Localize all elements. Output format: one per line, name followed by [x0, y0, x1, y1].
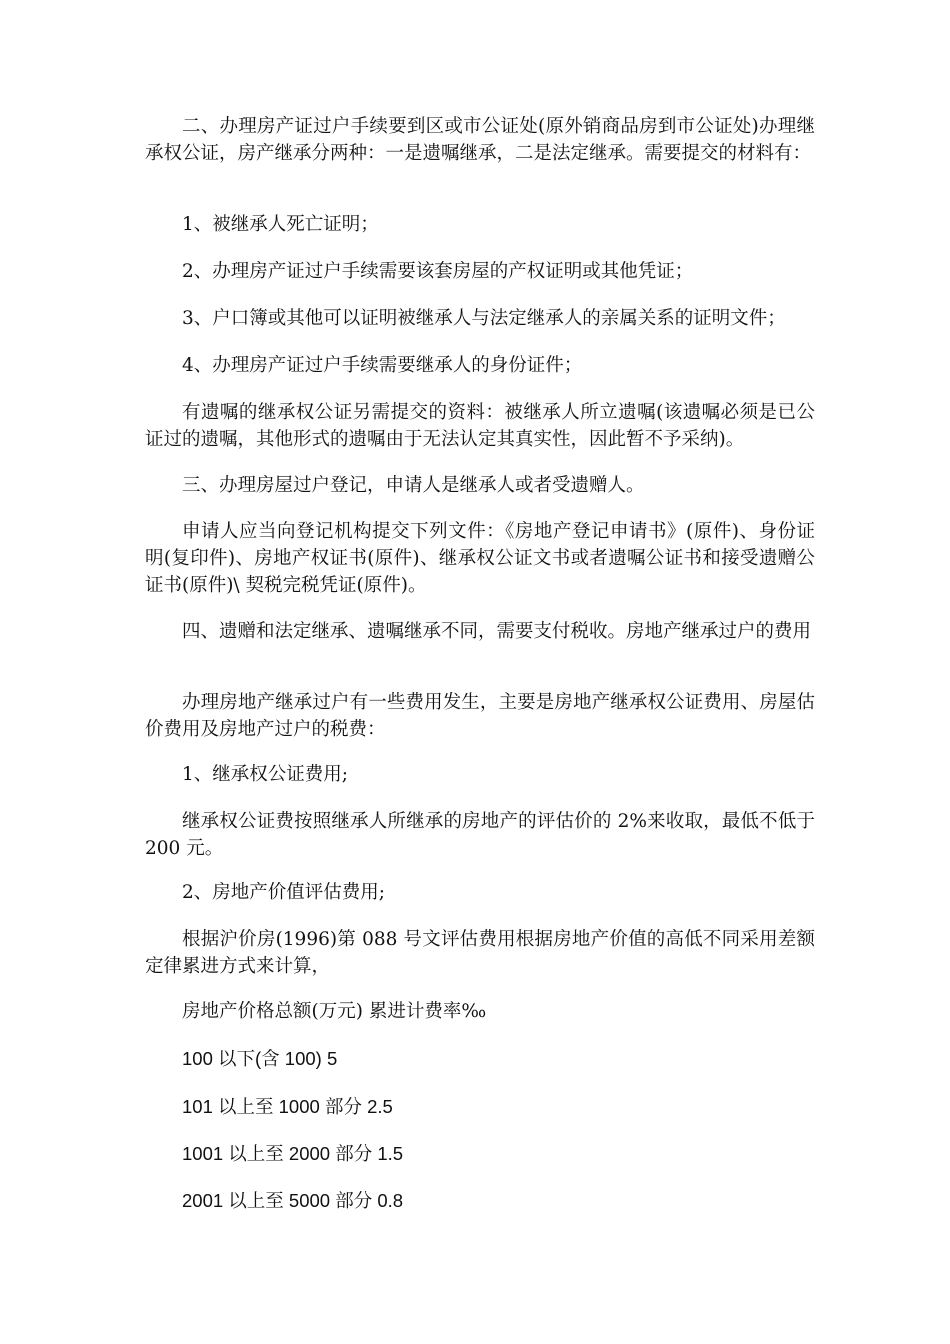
paragraph-section-two: 二、办理房产证过户手续要到区或市公证处(原外销商品房到市公证处)办理继承权公证，房产继承分两种：一是遗嘱继承，二是法定继承。需要提交的材料有：: [145, 116, 815, 164]
paragraph-application-documents: 申请人应当向登记机构提交下列文件：《房地产登记申请书》(原件)、身份证明(复印件)、房地产权证书(原件)、继承权公证文书或者遗嘱公证书和接受遗赠公证书(原件)\ 契税完税凭证(原件)。: [145, 521, 815, 596]
list-item-identity-document: 4、办理房产证过户手续需要继承人的身份证件；: [182, 355, 583, 376]
fee-table-row: 1001 以上至 2000 部分 1.5: [182, 1143, 404, 1164]
paragraph-valuation-fee-detail: 根据沪价房(1996)第 088 号文评估费用根据房地产价值的高低不同采用差额定律累进方式来计算，: [145, 929, 815, 977]
paragraph-section-three: 三、办理房屋过户登记，申请人是继承人或者受遗赠人。: [182, 475, 645, 496]
paragraph-section-four: 四、遗赠和法定继承、遗嘱继承不同，需要支付税收。房地产继承过户的费用: [182, 621, 812, 642]
list-item-valuation-fee: 2、房地产价值评估费用;: [182, 882, 386, 903]
list-item-death-certificate: 1、被继承人死亡证明；: [182, 214, 379, 235]
paragraph-will-notarization: 有遗嘱的继承权公证另需提交的资料：被继承人所立遗嘱(该遗嘱必须是已公证过的遗嘱，其他形式的遗嘱由于无法认定其真实性，因此暂不予采纳)。: [145, 402, 815, 450]
fee-table-row: 101 以上至 1000 部分 2.5: [182, 1096, 393, 1117]
fee-table-row: 2001 以上至 5000 部分 0.8: [182, 1190, 404, 1211]
paragraph-fees-overview: 办理房地产继承过户有一些费用发生，主要是房地产继承权公证费用、房屋估价费用及房地产过户的税费：: [145, 692, 815, 740]
fee-table-header: 房地产价格总额(万元) 累进计费率‰: [182, 1001, 487, 1022]
list-item-household-register: 3、户口簿或其他可以证明被继承人与法定继承人的亲属关系的证明文件；: [182, 308, 786, 329]
list-item-property-certificate: 2、办理房产证过户手续需要该套房屋的产权证明或其他凭证；: [182, 261, 694, 282]
fee-table-row: 100 以下(含 100) 5: [182, 1048, 338, 1069]
list-item-notarization-fee: 1、继承权公证费用;: [182, 764, 349, 785]
paragraph-notarization-fee-detail: 继承权公证费按照继承人所继承的房地产的评估价的 2%来收取，最低不低于 200 元。: [145, 811, 815, 859]
